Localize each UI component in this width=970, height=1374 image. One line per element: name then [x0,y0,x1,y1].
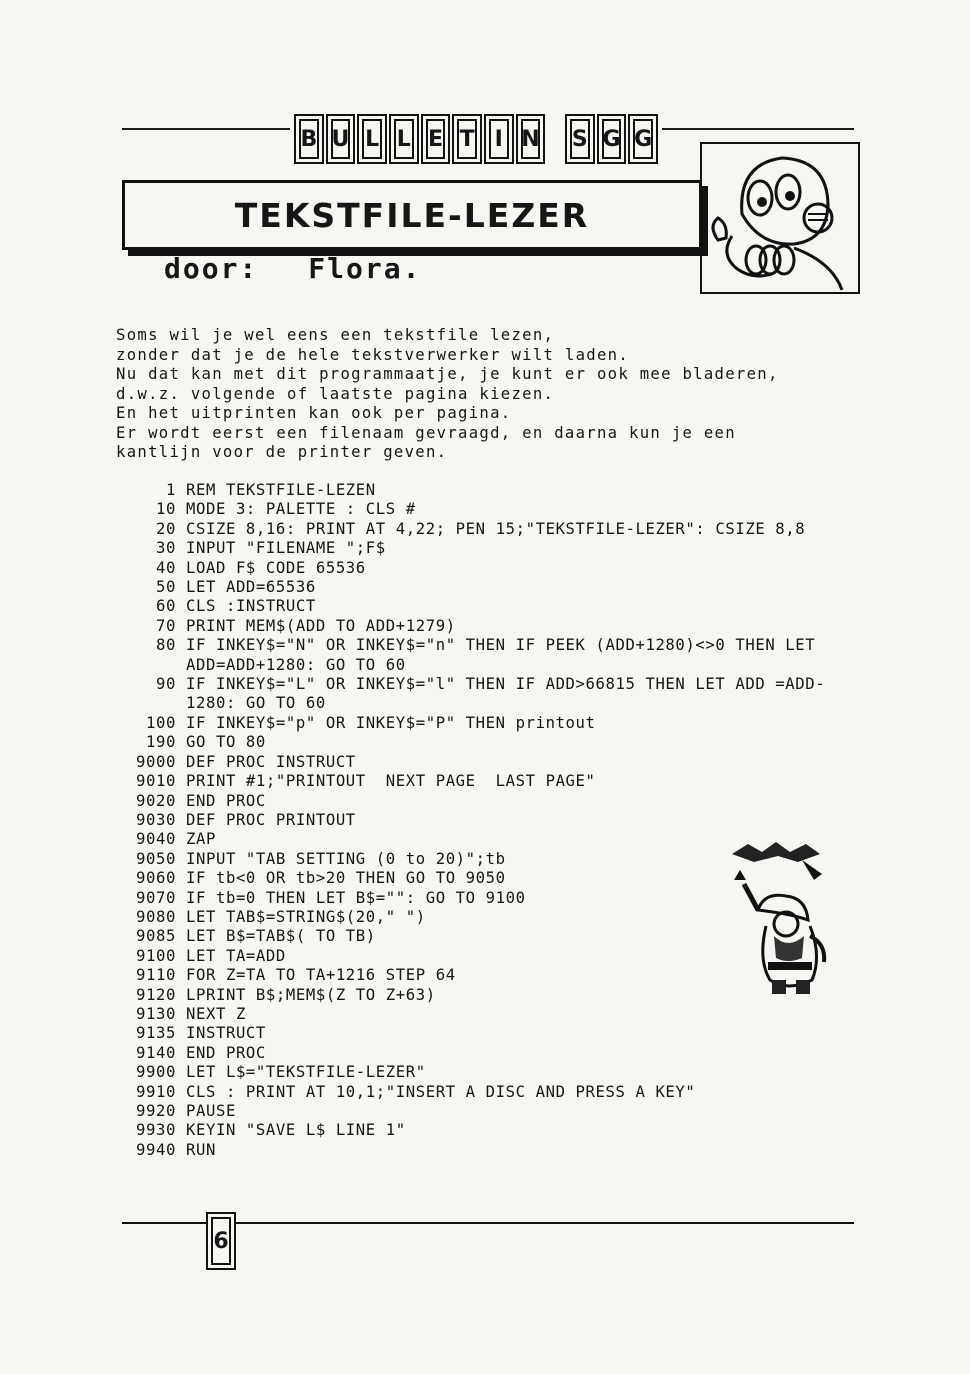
listing-line [100,1083,870,1102]
banner-letter: E [421,114,451,164]
line-number: 9085 [136,927,176,946]
code-statement: GO TO 80 [186,733,266,752]
santa-drawing [718,840,848,1002]
code-statement: CLS :INSTRUCT [186,597,316,616]
code-statement: NEXT Z [186,1004,246,1023]
code-statement: INSTRUCT [186,1024,266,1043]
code-statement: IF INKEY$="p" OR INKEY$="P" THEN printout [186,713,596,732]
basic-listing [100,481,870,1160]
banner-letter: N [516,114,546,164]
listing-line [100,811,870,830]
listing-line [100,1102,870,1121]
page-number: 6 [213,1228,229,1254]
listing-line [100,597,870,616]
code-statement: LET TAB$=STRING$(20," ") [186,907,426,926]
line-number: 190 [146,733,176,752]
banner-letter: G [597,114,627,164]
banner-letter: G [628,114,658,164]
listing-line [100,481,870,500]
listing-line [100,753,870,772]
bulletin-banner [290,114,662,168]
byline-author: Flora. [308,252,422,285]
mascot-drawing [702,144,858,292]
intro-line: En het uitprinten kan ook per pagina. [116,404,512,422]
listing-line [100,1005,870,1024]
line-number: 100 [146,713,176,732]
banner-letter: B [294,114,324,164]
code-statement: INPUT "FILENAME ";F$ [186,539,386,558]
banner-letter: T [452,114,482,164]
banner-letter: I [484,114,514,164]
line-number: 20 [156,519,176,538]
listing-line [100,539,870,558]
code-statement: END PROC [186,791,266,810]
line-number: 9080 [136,907,176,926]
code-statement: PAUSE [186,1102,236,1120]
line-number: 30 [156,539,176,558]
line-number: 9130 [136,1004,176,1023]
code-statement: CSIZE 8,16: PRINT AT 4,22; PEN 15;"TEKSTFILE-LEZER": CSIZE 8,8 [186,519,806,538]
listing-line [100,1024,870,1043]
line-number: 9910 [136,1082,176,1101]
intro-line: Er wordt eerst een filenaam gevraagd, en daarna kun je een [116,423,736,442]
listing-line [100,733,870,752]
code-statement: CLS : PRINT AT 10,1;"INSERT A DISC AND PRESS A KEY" [186,1082,696,1101]
code-statement: LET ADD=65536 [186,578,316,597]
line-number: 9070 [136,888,176,907]
code-statement: INPUT "TAB SETTING (0 to 20)";tb [186,849,506,868]
line-number: 9120 [136,985,176,1004]
line-number: 10 [156,500,176,519]
code-statement: FOR Z=TA TO TA+1216 STEP 64 [186,966,456,985]
byline-label: door: [164,252,259,285]
line-number: 90 [156,675,176,694]
line-number: 9100 [136,946,176,965]
intro-line: Soms wil je wel eens een tekstfile lezen, [116,326,555,344]
listing-line [100,500,870,519]
listing-line [100,1141,870,1160]
code-statement: REM TEKSTFILE-LEZEN [186,481,376,499]
banner-letter: S [565,114,595,164]
listing-line [100,520,870,539]
line-number: 60 [156,597,176,616]
line-number: 9040 [136,830,176,849]
listing-line [100,559,870,578]
code-statement: PRINT MEM$(ADD TO ADD+1279) [186,616,456,635]
listing-line [100,578,870,597]
code-statement: PRINT #1;"PRINTOUT NEXT PAGE LAST PAGE" [186,772,596,791]
intro-line: d.w.z. volgende of laatste pagina kiezen. [116,384,555,403]
line-number: 9140 [136,1043,176,1062]
listing-line [100,1044,870,1063]
intro-line: kantlijn voor de printer geven. [116,443,448,461]
mascot-illustration [700,142,860,294]
code-statement: LET B$=TAB$( TO TB) [186,927,376,946]
listing-line [100,792,870,811]
code-statement: LET L$="TEKSTFILE-LEZER" [186,1063,426,1082]
listing-line [100,636,870,675]
line-number: 9030 [136,810,176,829]
listing-line [100,714,870,733]
line-number: 40 [156,558,176,577]
code-statement: IF INKEY$="N" OR INKEY$="n" THEN IF PEEK (ADD+1280)<>0 THEN LET ADD=ADD+1280: GO TO 60 [186,636,826,674]
page-number-box [206,1212,236,1270]
line-number: 9135 [136,1024,176,1043]
code-statement: ZAP [186,830,216,849]
listing-line [100,772,870,791]
page-title: TEKSTFILE-LEZER [234,195,590,235]
code-statement: KEYIN "SAVE L$ LINE 1" [186,1121,406,1140]
santa-illustration [718,840,848,1002]
listing-line [100,1063,870,1082]
code-statement: LET TA=ADD [186,946,286,965]
code-statement: MODE 3: PALETTE : CLS # [186,500,416,519]
line-number: 9930 [136,1121,176,1140]
line-number: 80 [156,636,176,655]
code-statement: LOAD F$ CODE 65536 [186,558,366,577]
line-number: 70 [156,616,176,635]
line-number: 9900 [136,1063,176,1082]
code-statement: IF tb<0 OR tb>20 THEN GO TO 9050 [186,869,506,888]
code-statement: DEF PROC INSTRUCT [186,752,356,771]
code-statement: IF tb=0 THEN LET B$="": GO TO 9100 [186,888,526,907]
line-number: 9000 [136,752,176,771]
listing-line [100,617,870,636]
banner-letter: L [357,114,387,164]
banner-letter: U [326,114,356,164]
title-box [122,180,702,250]
code-statement: RUN [186,1140,216,1159]
line-number: 9060 [136,869,176,888]
line-number: 9110 [136,966,176,985]
code-statement: END PROC [186,1043,266,1062]
line-number: 1 [166,481,176,499]
banner-letter: L [389,114,419,164]
line-number: 9020 [136,791,176,810]
byline [164,252,421,285]
intro-paragraph [116,326,856,463]
line-number: 50 [156,578,176,597]
banner-gap [547,114,563,168]
listing-line [100,675,870,714]
listing-line [100,1121,870,1140]
intro-line: Nu dat kan met dit programmaatje, je kunt er ook mee bladeren, [116,365,779,383]
line-number: 9920 [136,1102,176,1120]
intro-line: zonder dat je de hele tekstverwerker wilt laden. [116,345,630,364]
line-number: 9010 [136,772,176,791]
line-number: 9940 [136,1140,176,1159]
code-statement: IF INKEY$="L" OR INKEY$="l" THEN IF ADD>66815 THEN LET ADD =ADD-1280: GO TO 60 [186,675,826,713]
line-number: 9050 [136,849,176,868]
code-statement: DEF PROC PRINTOUT [186,810,356,829]
code-statement: LPRINT B$;MEM$(Z TO Z+63) [186,985,436,1004]
